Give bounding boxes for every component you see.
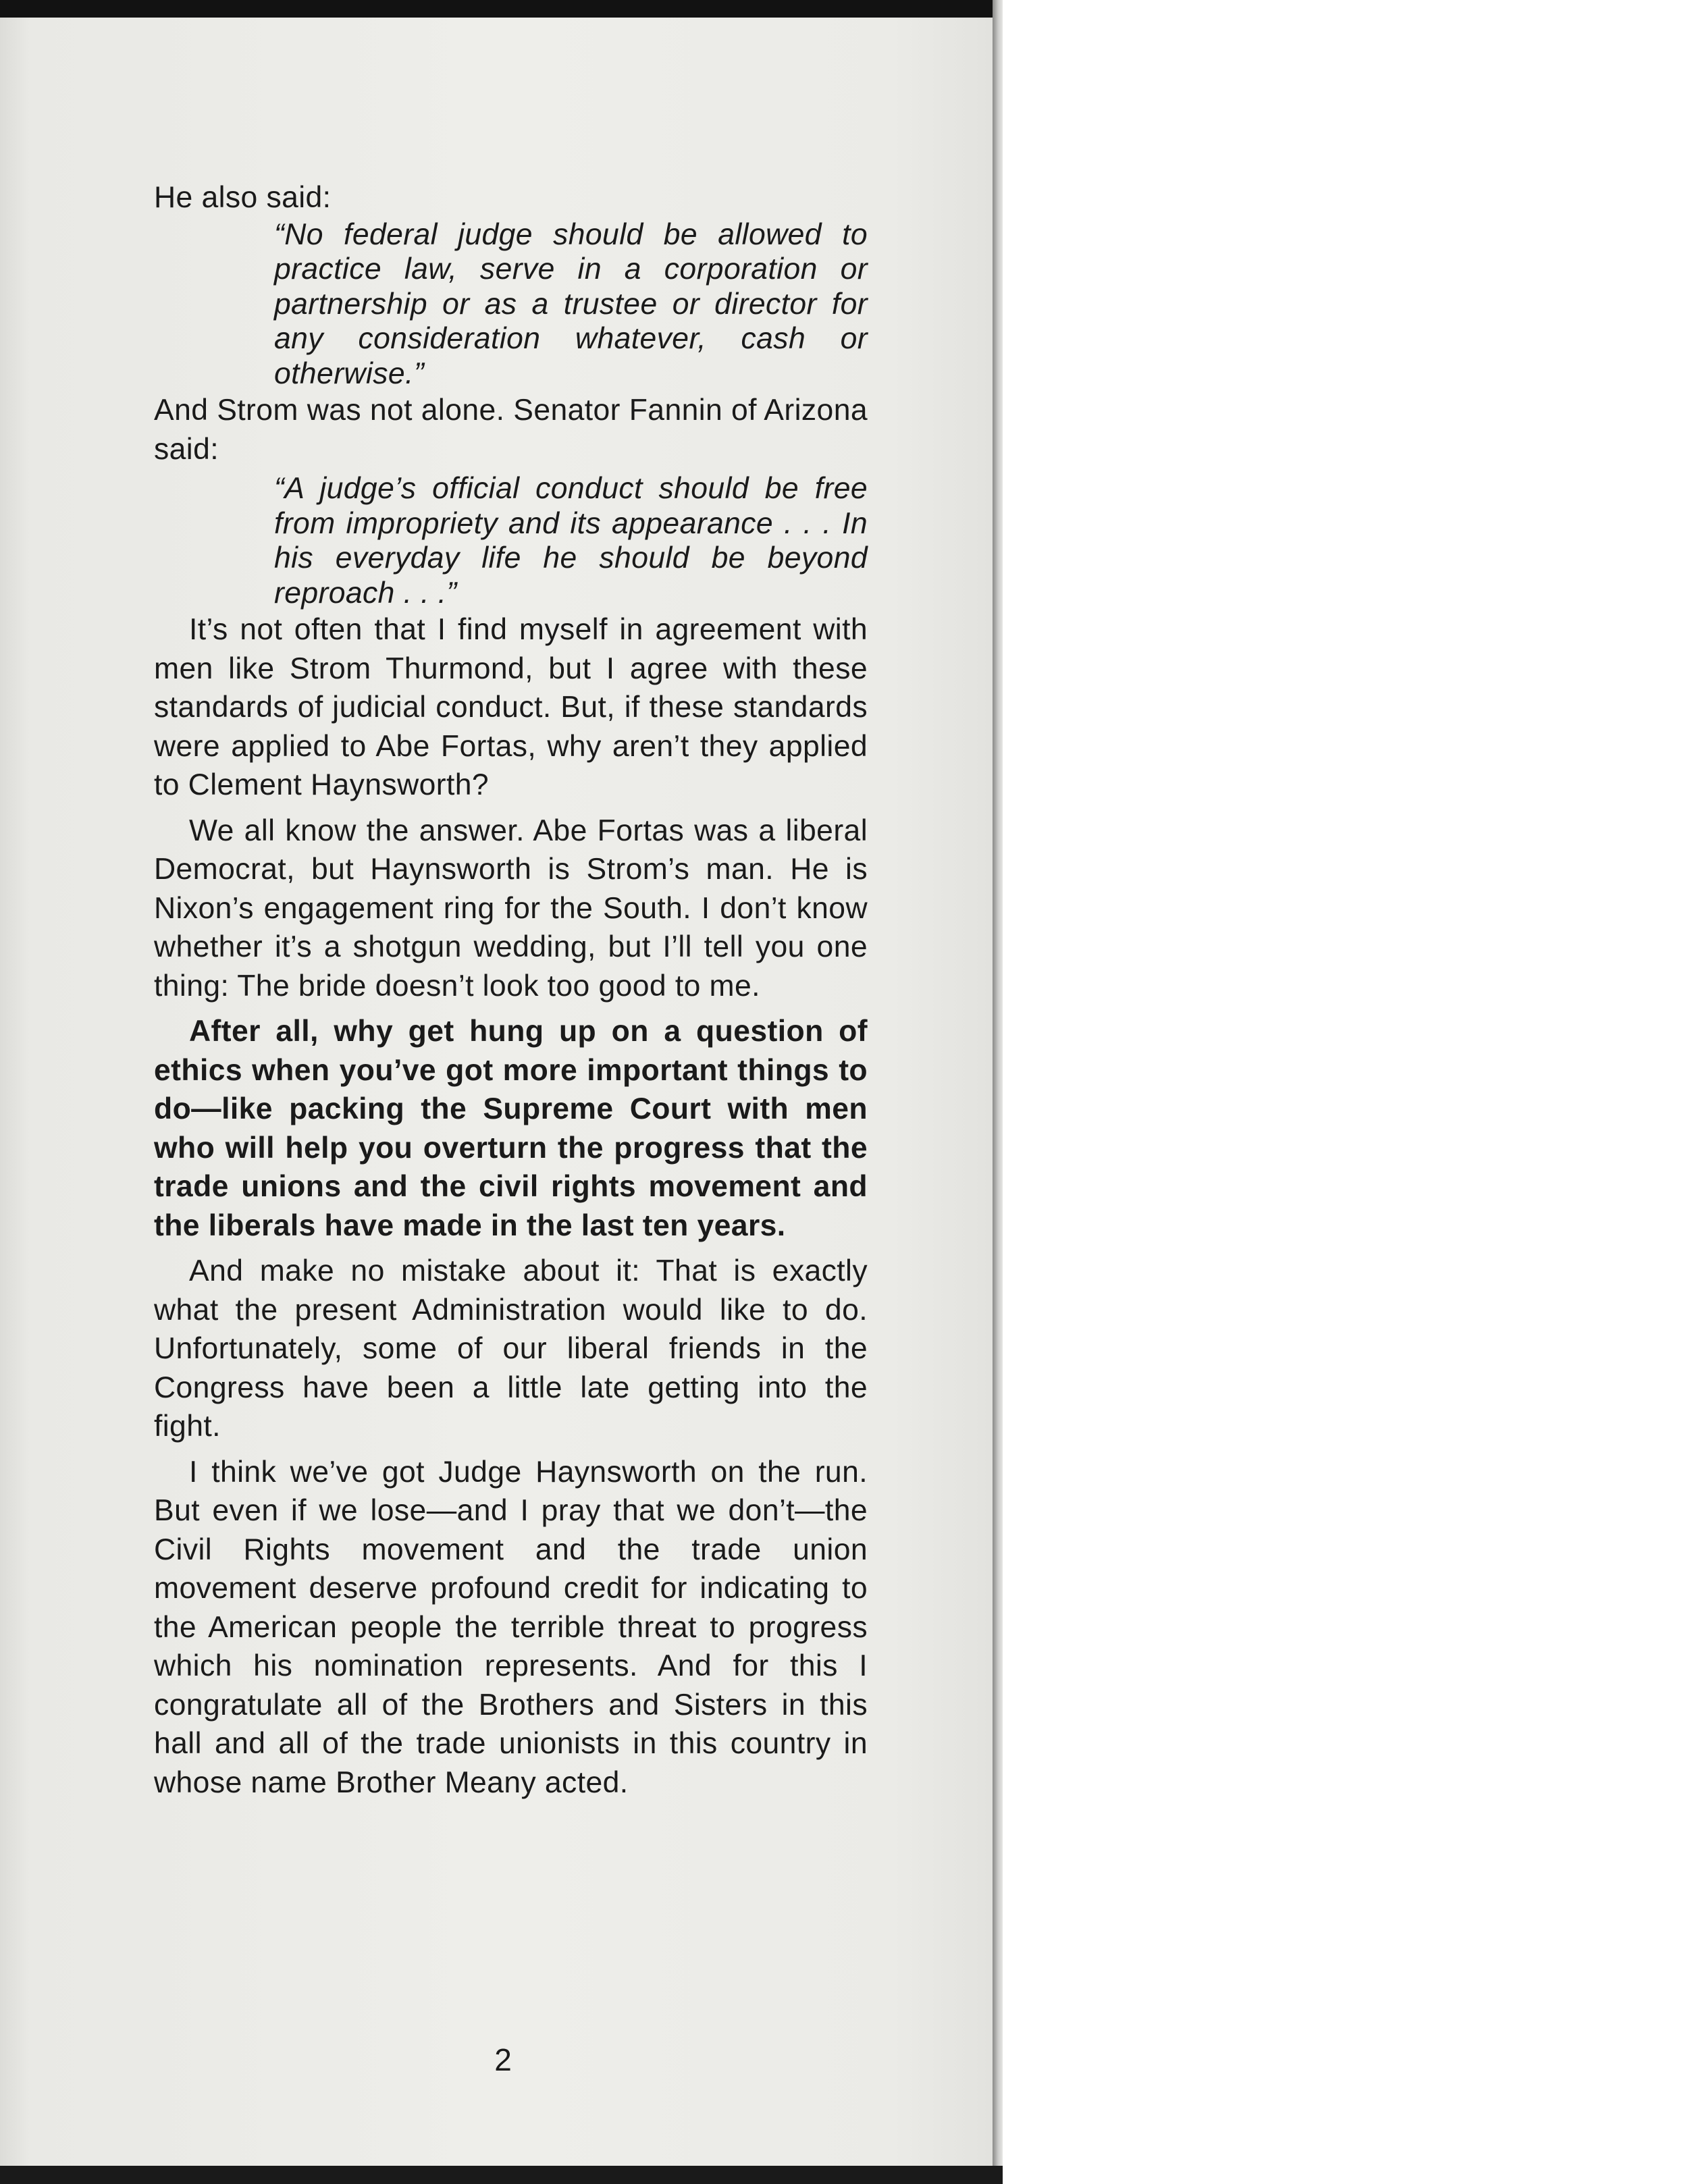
quote-thurmond: “No federal judge should be allowed to practice law, serve in a corporation or partnership or as a trustee or director for any consideration whatever, cash or otherwise.” — [274, 217, 868, 390]
page-number — [0, 2042, 993, 2078]
paragraph-agreement: It’s not often that I find myself in agreement with men like Strom Thurmond, but I agree with these standards of judicial conduct. But, if these standards were applied to Abe Fortas, why aren’t they applied to Clement Haynsworth? — [154, 613, 868, 801]
scan-right-edge — [993, 0, 1003, 2184]
paragraph-intro: He also said: — [154, 181, 332, 214]
scan-bottom-border — [0, 2166, 1003, 2184]
document-page — [0, 18, 993, 2166]
scan-top-border — [0, 0, 1003, 18]
body-text — [154, 178, 868, 1802]
paragraph-administration: And make no mistake about it: That is exactly what the present Administration would like to do. Unfortunately, some of our liberal friends in the Congress have been a little late getting into the fight. — [154, 1254, 868, 1443]
paragraph-conclusion: I think we’ve got Judge Haynsworth on the run. But even if we lose—and I pray that we don’t—the Civil Rights movement and the trade union movement deserve profound credit for indicating to the American people the terrible threat to progress which his nomination represents. And for this I congratulate all of the Brothers and Sisters in this hall and all of the trade unionists in this country in whose name Brother Meany acted. — [154, 1455, 868, 1799]
paragraph-answer: We all know the answer. Abe Fortas was a liberal Democrat, but Haynsworth is Strom’s man. He is Nixon’s engagement ring for the South. I don’t know whether it’s a shotgun wedding, but I’ll tell you one thing: The bride doesn’t look too good to me. — [154, 814, 868, 1003]
quote-fannin: “A judge’s official conduct should be free from impropriety and its appearance . . . In his everyday life he should be beyond reproach . . .” — [274, 472, 868, 610]
paragraph-bold-ethics: After all, why get hung up on a question of ethics when you’ve got more important things to do—like packing the Supreme Court with men who will help you overturn the progress that the trade unions and the civil rights movement and the liberals have made in the last ten years. — [154, 1015, 868, 1242]
paragraph-fannin-intro: And Strom was not alone. Senator Fannin of Arizona said: — [154, 394, 868, 466]
page-number-value: 2 — [494, 2042, 512, 2077]
